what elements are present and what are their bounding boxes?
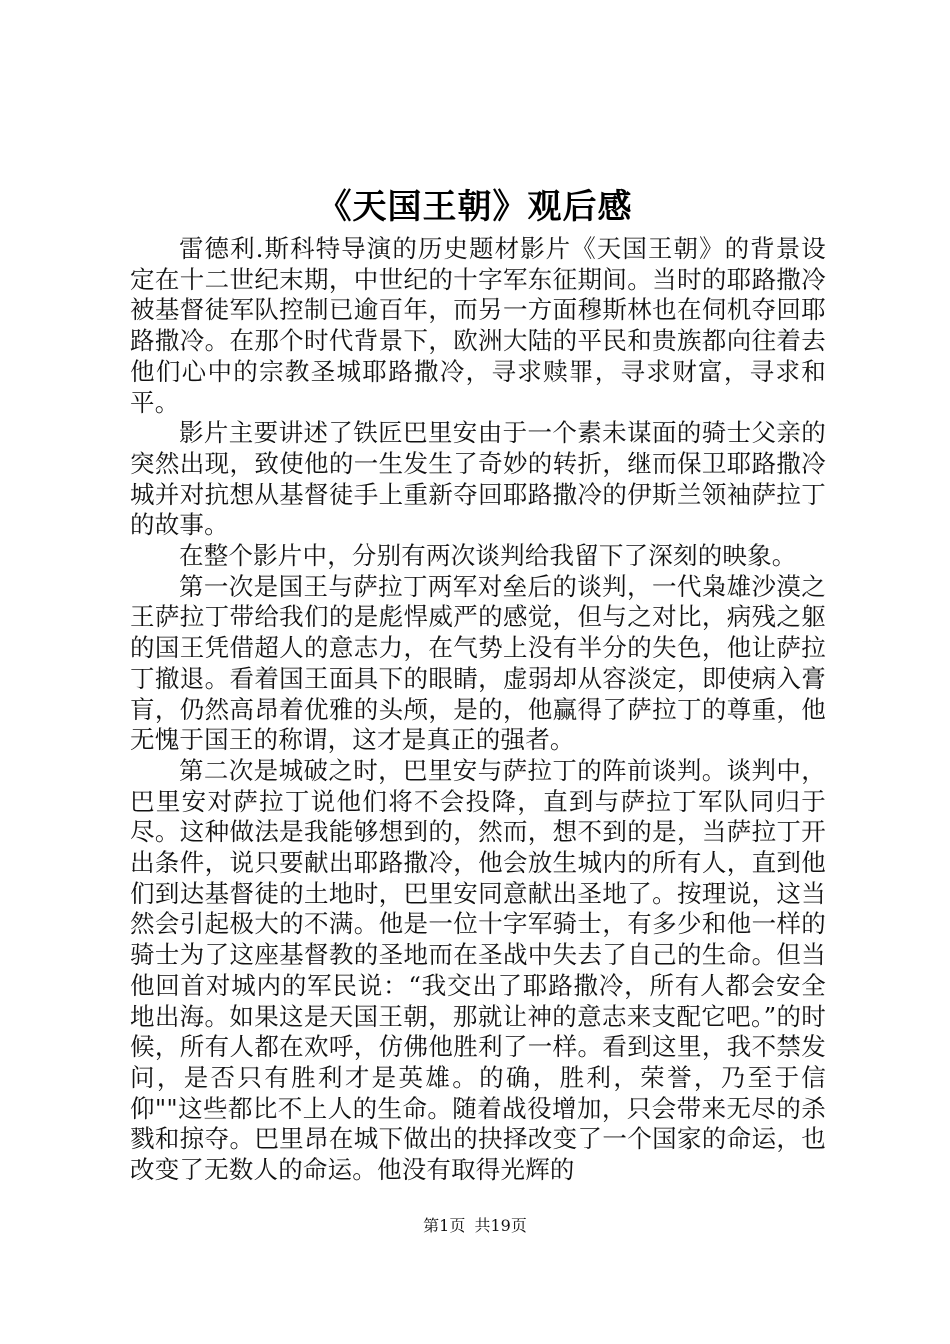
paragraph-first-negotiation: 第一次是国王与萨拉丁两军对垒后的谈判，一代枭雄沙漠之王萨拉丁带给我们的是彪悍威严的感觉，但与之对比，病残之躯的国王凭借超人的意志力，在气势上没有半分的失色，他让萨拉丁撤退。看着国王面具下的眼睛，虚弱却从容淡定，即使病入膏肓，仍然高昂着优雅的头颅，是的，他赢得了萨拉丁的尊重，他无愧于国王的称谓，这才是真正的强者。 bbox=[130, 571, 826, 755]
paragraph-negotiations: 在整个影片中，分别有两次谈判给我留下了深刻的映象。 bbox=[179, 541, 797, 571]
page-total: 共19页 bbox=[474, 1216, 527, 1235]
page-number: 第1页 bbox=[423, 1216, 466, 1235]
paragraph-second-negotiation: 第二次是城破之时，巴里安与萨拉丁的阵前谈判。谈判中，巴里安对萨拉丁说他们将不会投降，直到与萨拉丁军队同归于尽。这种做法是我能够想到的，然而，想不到的是，当萨拉丁开出条件，说只要献出耶路撒冷，他会放生城内的所有人，直到他们到达基督徒的土地时，巴里安同意献出圣地了。按理说，这当然会引起极大的不满。他是一位十字军骑士，有多少和他一样的骑士为了这座基督教的圣地而在圣战中失去了自己的生命。但当他回首对城内的军民说：“我交出了耶路撒冷，所有人都会安全地出海。如果这是天国王朝，那就让神的意志来支配它吧。”的时候，所有人都在欢呼，仿佛他胜利了一样。看到这里，我不禁发问，是否只有胜利才是英雄。的确，胜利，荣誉，乃至于信仰""这些都比不上人的生命。随着战役增加，只会带来无尽的杀戮和掠夺。巴里昂在城下做出的抉择改变了一个国家的命运，也改变了无数人的命运。他没有取得光辉的 bbox=[130, 755, 826, 1185]
paragraph-plot: 影片主要讲述了铁匠巴里安由于一个素未谋面的骑士父亲的突然出现，致使他的一生发生了奇妙的转折，继而保卫耶路撒冷城并对抗想从基督徒手上重新夺回耶路撒冷的伊斯兰领袖萨拉丁的故事。 bbox=[130, 418, 826, 540]
paragraph-intro: 雷德利.斯科特导演的历史题材影片《天国王朝》的背景设定在十二世纪末期，中世纪的十字军东征期间。当时的耶路撒冷被基督徒军队控制已逾百年，而另一方面穆斯林也在伺机夺回耶路撒冷。在那个时代背景下，欧洲大陆的平民和贵族都向往着去他们心中的宗教圣城耶路撒冷，寻求赎罪，寻求财富，寻求和平。 bbox=[130, 234, 826, 417]
document-body bbox=[130, 234, 826, 1186]
page-footer bbox=[0, 1214, 950, 1238]
document-title: 《天国王朝》观后感 bbox=[317, 187, 633, 227]
